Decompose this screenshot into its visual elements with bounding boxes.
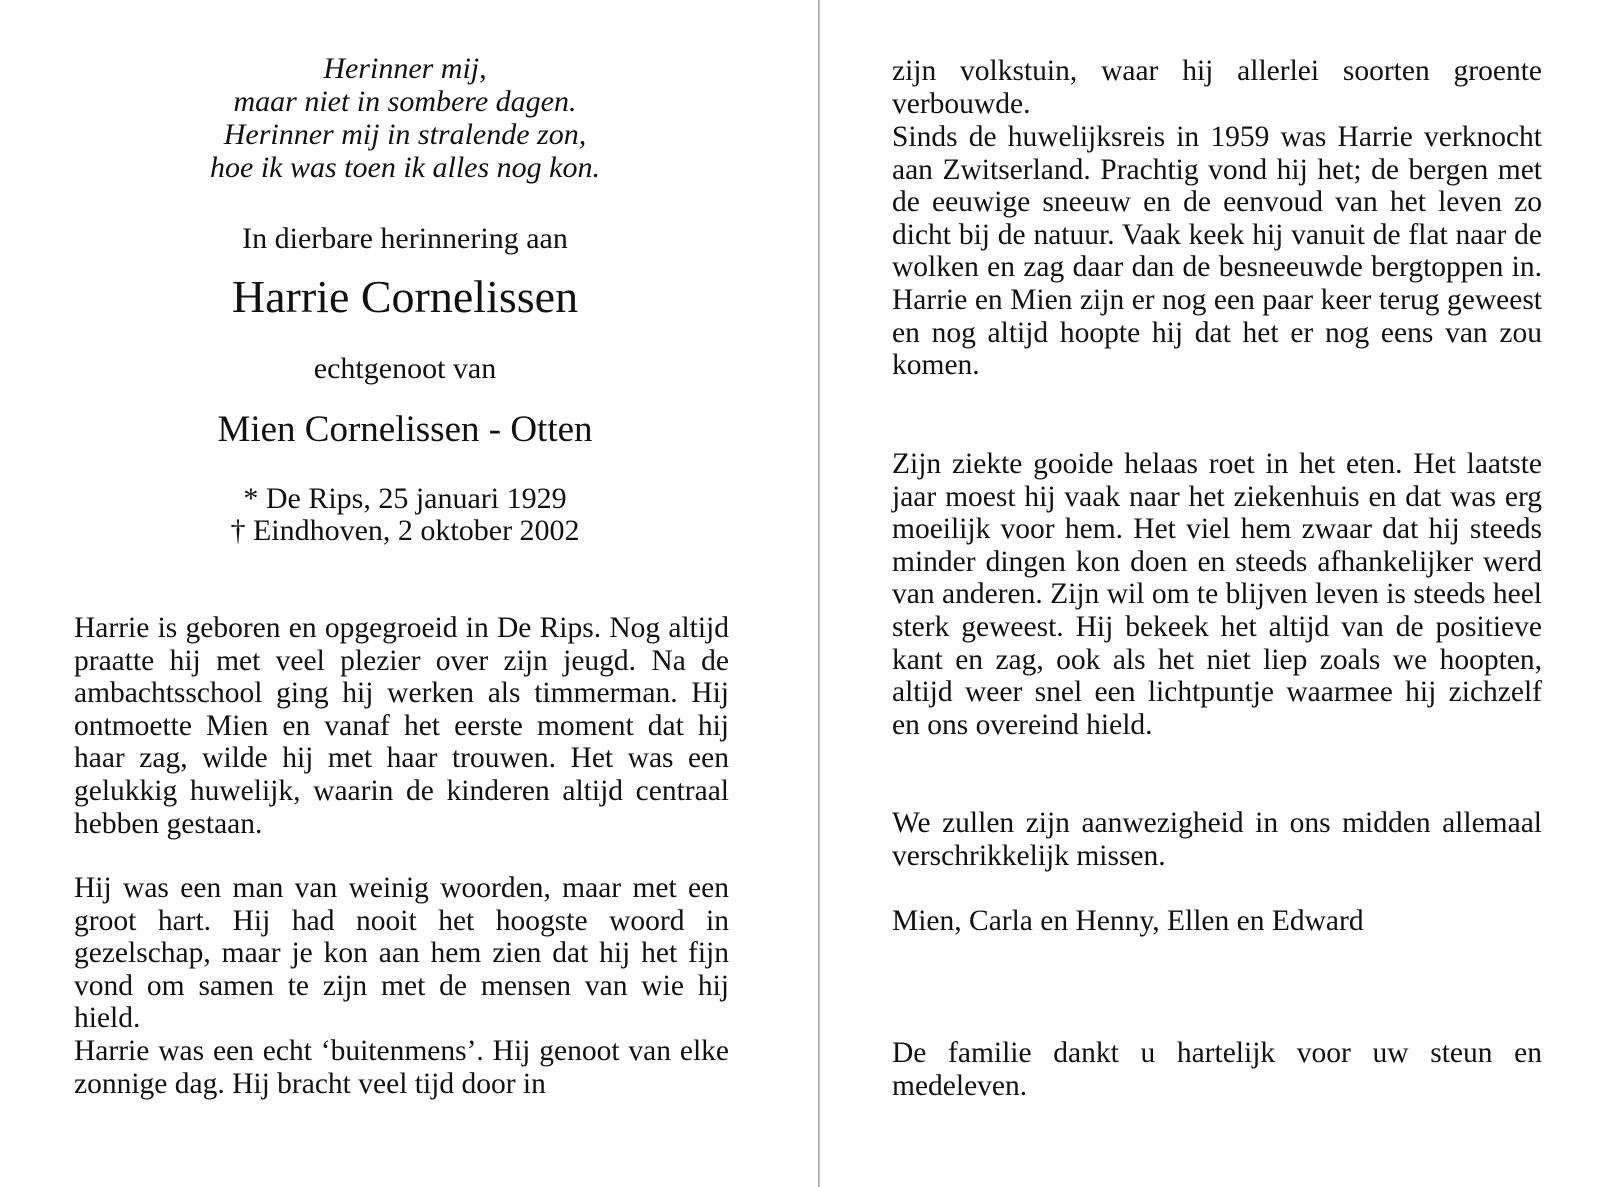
- paragraph-text: De familie dankt u hartelijk voor uw steun en medeleven.: [892, 1037, 1542, 1102]
- biography-paragraph: [74, 612, 729, 840]
- poem-line: Herinner mij in stralende zon,: [223, 118, 587, 151]
- paragraph-text: Zijn ziekte gooide helaas roet in het eten. Het laatste jaar moest hij vaak naar het ziekenhuis en dat was erg moeilijk voor hem. Het viel hem zwaar dat hij steeds minder dingen kon doen en steeds afhankelijker werd van anderen. Zijn wil om te blijven leven is steeds heel sterk geweest. Hij bekeek het altijd van de positieve kant en zag, ook als het niet liep zoals we hoopten, altijd weer snel een lichtpuntje waarmee hij zichzelf en ons overeind hield.: [892, 448, 1542, 741]
- paragraph-text: Sinds de huwelijksreis in 1959 was Harrie verknocht aan Zwitserland. Prachtig vond hij het; de bergen met de eeuwige sneeuw en de eenvoud van het leven zo dicht bij de natuur. Vaak keek hij vanuit de flat naar de wolken en zag daar dan de besneeuwde bergtoppen in. Harrie en Mien zijn er nog een paar keer terug geweest en nog altijd hoopte hij dat het er nog eens van zou komen.: [892, 121, 1542, 382]
- paragraph-text: We zullen zijn aanwezigheid in ons midden allemaal verschrikkelijk missen.: [892, 807, 1542, 872]
- missing-paragraph: [892, 807, 1542, 872]
- paragraph-text: Harrie was een echt ‘buitenmens’. Hij genoot van elke zonnige dag. Hij bracht veel tijd door in: [74, 1035, 729, 1100]
- poem-line: hoe ik was toen ik alles nog kon.: [210, 151, 600, 184]
- illness-paragraph: [892, 448, 1542, 741]
- continued-paragraph: [892, 55, 1542, 120]
- paragraph-text: zijn volkstuin, waar hij allerlei soorten groente verbouwde.: [892, 55, 1542, 120]
- spouse-intro: echtgenoot van: [313, 352, 497, 385]
- switzerland-paragraph: [892, 121, 1542, 382]
- paragraph-text: Harrie is geboren en opgegroeid in De Rips. Nog altijd praatte hij met veel plezier over zijn jeugd. Na de ambachtsschool ging hij werken als timmerman. Hij ontmoette Mien en vanaf het eerste moment dat hij haar zag, wilde hij met haar trouwen. Het was een gelukkig huwelijk, waarin de kinderen altijd centraal hebben gestaan.: [74, 612, 729, 840]
- card-fold-divider: [818, 0, 820, 1187]
- family-signature: Mien, Carla en Henny, Ellen en Edward: [892, 905, 1364, 937]
- memorial-intro: In dierbare herinnering aan: [242, 222, 568, 255]
- paragraph-text: Hij was een man van weinig woorden, maar met een groot hart. Hij had nooit het hoogste woord in gezelschap, maar je kon aan hem zien dat hij het fijn vond om samen te zijn met de mensen van wie hij hield.: [74, 872, 729, 1035]
- birth-line: * De Rips, 25 januari 1929: [243, 482, 567, 515]
- thanks-paragraph: [892, 1037, 1542, 1102]
- right-page: [822, 0, 1597, 1187]
- poem-line: maar niet in sombere dagen.: [233, 85, 577, 118]
- poem-line: Herinner mij,: [323, 52, 487, 85]
- biography-paragraph: [74, 872, 729, 1035]
- poem: [120, 52, 690, 184]
- death-line: † Eindhoven, 2 oktober 2002: [230, 514, 580, 547]
- spouse-name: Mien Cornelissen - Otten: [217, 409, 593, 450]
- biography-paragraph: [74, 1035, 729, 1100]
- deceased-name: Harrie Cornelissen: [231, 271, 579, 322]
